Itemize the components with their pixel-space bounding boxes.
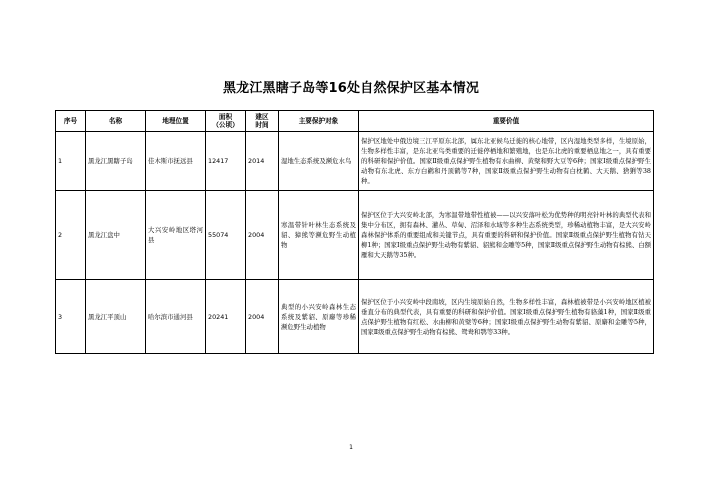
header-location: 地理位置	[146, 111, 206, 132]
cell-index: 3	[56, 280, 86, 354]
cell-year: 2004	[246, 191, 279, 280]
cell-location: 大兴安岭地区塔河县	[146, 191, 206, 280]
cell-location: 哈尔滨市通河县	[146, 280, 206, 354]
cell-area: 12417	[206, 132, 246, 191]
cell-value: 保护区位于小兴安岭中段南坡，区内生境原始自然，生物多样性丰富，森林植被带是小兴安岭地区植被垂直分布的典型代表，具有重要的科研和保护价值。国家Ⅰ级重点保护野生植物有貉藻1种，国家Ⅱ级重点保护野生植物有红松、水曲柳和黄檗等6种；国家Ⅰ级重点保护野生动物有紫貂、原麝和金雕等5种，国家Ⅱ级重点保护野生动物有棕熊、鸳鸯和鹗等33种。	[359, 280, 654, 354]
table-row	[56, 280, 654, 354]
header-objects: 主要保护对象	[279, 111, 359, 132]
header-year-line1: 建区	[255, 113, 269, 121]
cell-index: 1	[56, 132, 86, 191]
cell-objects: 寒温带针叶林生态系统及貂、獐熊等濒危野生动植物	[279, 191, 359, 280]
header-area-line1: 面积	[218, 113, 233, 121]
header-area-line2: （公顷）	[212, 121, 239, 129]
cell-location: 佳木斯市抚远县	[146, 132, 206, 191]
cell-area: 20241	[206, 280, 246, 354]
cell-index: 2	[56, 191, 86, 280]
cell-name: 黑龙江黑瞎子岛	[86, 132, 146, 191]
cell-year: 2004	[246, 280, 279, 354]
cell-value: 保护区地处中俄边境三江平原东北部，属东北亚候鸟迁徙的核心地带，区内湿地类型多样，生境原始，生物多样性丰富，是东北亚鸟类重要的迁徙停栖地和繁殖地，也是东北虎的重要栖息地之一，具有重要的科研和保护价值。国家Ⅱ级重点保护野生植物有水曲柳、黄檗和野大豆等6种；国家Ⅰ级重点保护野生动物有东北虎、东方白鹳和丹顶鹤等7种，国家Ⅱ级重点保护野生动物有白枕鹤、大天鹅、猞猁等38种。	[359, 132, 654, 191]
header-value: 重要价值	[359, 111, 654, 132]
cell-objects: 湿地生态系统及濒危水鸟	[279, 132, 359, 191]
header-area	[206, 111, 246, 132]
cell-area: 55074	[206, 191, 246, 280]
header-year	[246, 111, 279, 132]
cell-name: 黑龙江盘中	[86, 191, 146, 280]
document-title: 黑龙江黑瞎子岛等16处自然保护区基本情况	[222, 81, 480, 96]
table-row	[56, 191, 654, 280]
page-number: 1	[349, 444, 353, 451]
header-index: 序号	[56, 111, 86, 132]
cell-name: 黑龙江平顶山	[86, 280, 146, 354]
cell-year: 2014	[246, 132, 279, 191]
table-row	[56, 132, 654, 191]
cell-objects: 典型的小兴安岭森林生态系统及紫貂、原麝等珍稀濒危野生动植物	[279, 280, 359, 354]
header-row	[56, 111, 654, 132]
cell-value: 保护区位于大兴安岭北部，为寒温带地带性植被——以兴安落叶松为优势种的明亮针叶林的典型代表和集中分布区，拥有森林、灌丛、草甸、沼泽和水域等多种生态系统类型，珍稀动植物丰富，是大兴安岭森林保护体系的重要组成和关键节点，具有重要的科研和保护价值。国家Ⅱ级重点保护野生植物有钻天柳1种；国家Ⅰ级重点保护野生动物有紫貂、貂熊和金雕等5种，国家Ⅱ级重点保护野生动物有棕熊、白额雁和大天鹅等35种。	[359, 191, 654, 280]
header-year-line2: 时间	[255, 121, 269, 129]
header-name: 名称	[86, 111, 146, 132]
reserve-table	[55, 110, 654, 354]
